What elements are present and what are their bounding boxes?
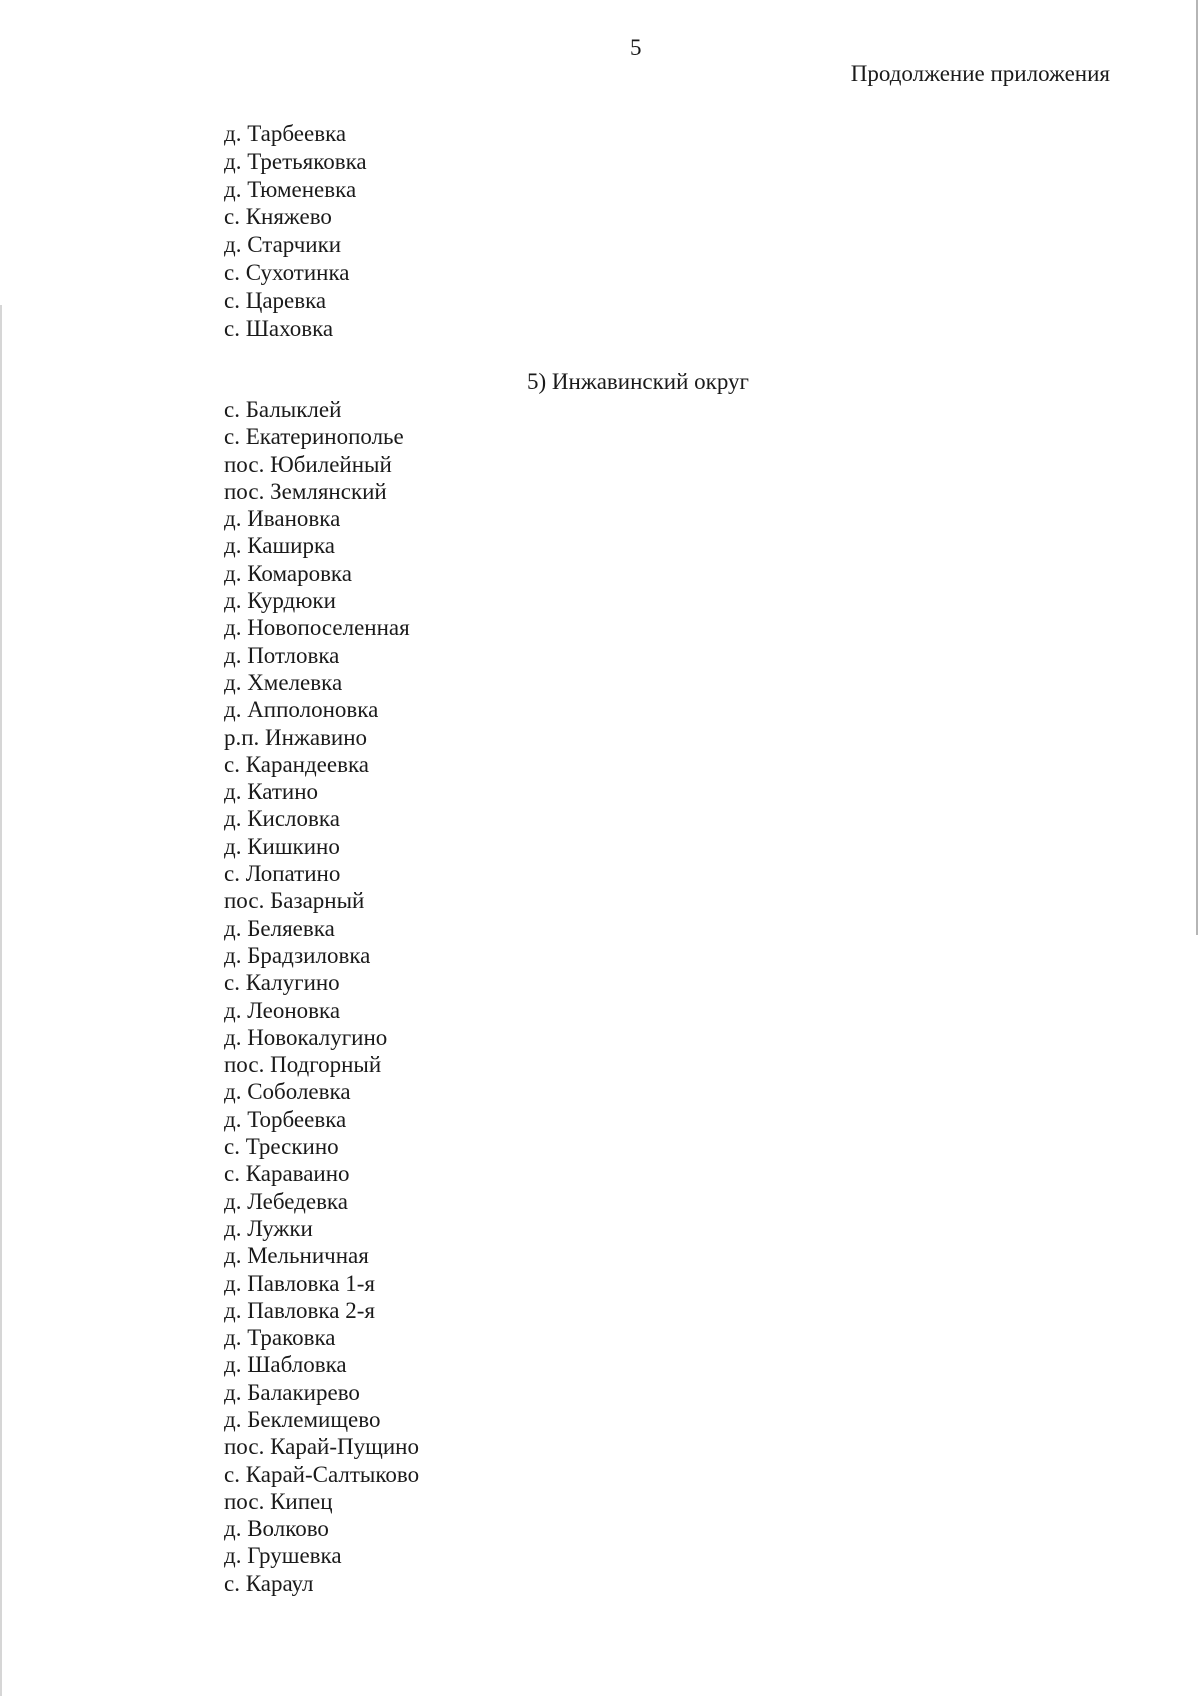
settlement-item: с. Екатеринополье — [224, 424, 404, 450]
settlement-item: д. Тарбеевка — [224, 121, 347, 146]
settlement-item: с. Лопатино — [224, 861, 341, 887]
settlement-item: д. Беклемищево — [224, 1406, 381, 1432]
settlement-item: с. Сухотинка — [224, 259, 350, 285]
settlement-item: пос. Кипец — [224, 1488, 333, 1514]
settlement-item: с. Трескино — [224, 1134, 339, 1160]
settlement-item: пос. Землянский — [224, 478, 387, 504]
settlement-item: с. Карай-Салтыково — [224, 1461, 420, 1487]
settlement-item: с. Княжево — [224, 204, 332, 230]
settlement-item: д. Шабловка — [224, 1352, 347, 1378]
settlement-item: д. Катино — [224, 779, 319, 805]
settlement-item: д. Траковка — [224, 1325, 336, 1351]
settlement-item: д. Лужки — [224, 1215, 313, 1241]
settlement-item: д. Мельничная — [224, 1243, 369, 1269]
settlement-item: д. Волково — [224, 1516, 329, 1542]
settlement-item: с. Царевка — [224, 287, 327, 313]
settlement-item: с. Караул — [224, 1570, 314, 1596]
settlement-item: д. Каширка — [224, 533, 336, 559]
settlement-item: д. Леоновка — [224, 997, 341, 1023]
settlement-item: д. Тюменевка — [224, 176, 357, 202]
page-number: 5 — [630, 35, 642, 60]
settlement-item: д. Торбеевка — [224, 1106, 347, 1132]
section-heading: 5) Инжавинский округ — [527, 369, 749, 394]
settlement-item: д. Соболевка — [224, 1079, 351, 1105]
settlement-item: с. Калугино — [224, 970, 340, 996]
settlement-item: д. Лебедевка — [224, 1188, 348, 1214]
settlement-item: пос. Карай-Пущино — [224, 1434, 419, 1460]
settlement-item: д. Кисловка — [224, 806, 340, 832]
settlement-list-top — [224, 120, 367, 342]
settlement-item: с. Балыклей — [224, 397, 342, 422]
settlement-item: д. Кишкино — [224, 833, 340, 859]
settlement-item: д. Балакирево — [224, 1379, 360, 1405]
scan-edge-right — [1196, 0, 1198, 935]
settlement-list-inzhavinsky — [224, 396, 419, 1597]
scan-edge-left — [0, 305, 2, 1696]
settlement-item: д. Беляевка — [224, 915, 335, 941]
settlement-item: д. Брадзиловка — [224, 942, 371, 968]
settlement-item: с. Карандеевка — [224, 751, 369, 777]
settlement-item: с. Шаховка — [224, 315, 334, 341]
settlement-item: р.п. Инжавино — [224, 724, 368, 750]
settlement-item: д. Новопоселенная — [224, 615, 410, 641]
settlement-item: пос. Юбилейный — [224, 451, 392, 477]
settlement-item: д. Новокалугино — [224, 1024, 388, 1050]
settlement-item: д. Курдюки — [224, 588, 336, 614]
settlement-item: д. Старчики — [224, 232, 342, 258]
settlement-item: пос. Подгорный — [224, 1052, 382, 1078]
continuation-label: Продолжение приложения — [850, 61, 1110, 86]
settlement-item: с. Караваино — [224, 1161, 350, 1187]
settlement-item: д. Павловка 1-я — [224, 1270, 375, 1296]
settlement-item: пос. Базарный — [224, 888, 365, 914]
settlement-item: д. Ивановка — [224, 506, 341, 532]
settlement-item: д. Комаровка — [224, 560, 352, 586]
settlement-item: д. Потловка — [224, 642, 340, 668]
settlement-item: д. Грушевка — [224, 1543, 342, 1569]
settlement-item: д. Хмелевка — [224, 669, 343, 695]
settlement-item: д. Третьяковка — [224, 148, 367, 174]
settlement-item: д. Павловка 2-я — [224, 1297, 375, 1323]
settlement-item: д. Апполоновка — [224, 697, 379, 723]
